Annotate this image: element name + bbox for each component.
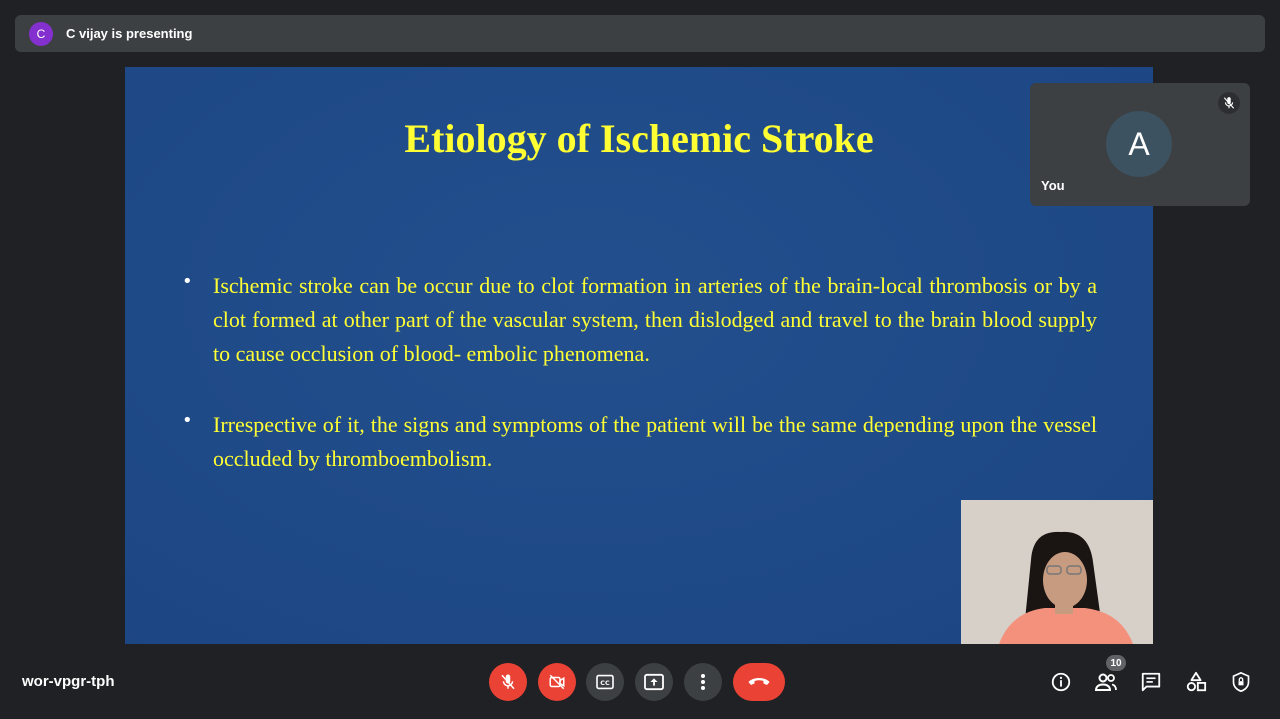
self-name-label: You (1041, 178, 1065, 193)
slide-bullet (182, 269, 1097, 371)
bullet-marker: • (182, 410, 193, 431)
mic-off-icon (499, 673, 517, 691)
bullet-text: Ischemic stroke can be occur due to clot formation in arteries of the brain-local thrombosis or by a clot formed at other part of the vascular system, then dislodged and travel to the brain blood supply to cause occlusion of blood- embolic phenomena. (213, 273, 1097, 366)
mic-toggle-button[interactable] (489, 663, 527, 701)
camera-off-icon (547, 673, 567, 691)
presenter-avatar: C (29, 22, 53, 46)
presenting-label: C vijay is presenting (66, 26, 193, 41)
bullet-text: Irrespective of it, the signs and symptoms of the patient will be the same depending upon the vessel occluded by thromboembolism. (213, 412, 1097, 471)
present-screen-icon (643, 673, 665, 691)
control-bar (0, 646, 1280, 719)
activities-icon (1185, 671, 1207, 693)
camera-toggle-button[interactable] (538, 663, 576, 701)
participant-count-badge: 10 (1106, 655, 1126, 671)
presenter-video-image (961, 500, 1153, 644)
presenting-banner (15, 15, 1265, 52)
chat-button[interactable] (1139, 670, 1163, 694)
info-icon (1050, 671, 1072, 693)
presenter-camera-video[interactable] (961, 500, 1153, 644)
slide-title: Etiology of Ischemic Stroke (404, 116, 874, 161)
meeting-code: wor-vpgr-tph (22, 673, 115, 690)
svg-text:CC: CC (600, 679, 610, 688)
meeting-details-button[interactable] (1049, 670, 1073, 694)
more-options-icon (700, 673, 706, 691)
end-call-icon (747, 676, 771, 688)
more-options-button[interactable] (684, 663, 722, 701)
people-icon (1094, 672, 1118, 692)
captions-icon (595, 674, 615, 690)
mic-off-icon (1218, 92, 1240, 114)
slide-bullet (182, 408, 1097, 476)
people-button[interactable] (1094, 670, 1118, 694)
self-avatar: A (1106, 111, 1172, 177)
present-now-button[interactable] (635, 663, 673, 701)
chat-icon (1140, 671, 1162, 693)
captions-button[interactable] (586, 663, 624, 701)
bullet-marker: • (182, 271, 193, 292)
activities-button[interactable] (1184, 670, 1208, 694)
leave-call-button[interactable] (733, 663, 785, 701)
host-controls-icon (1231, 671, 1251, 693)
self-video-tile[interactable] (1030, 83, 1250, 206)
host-controls-button[interactable] (1229, 670, 1253, 694)
